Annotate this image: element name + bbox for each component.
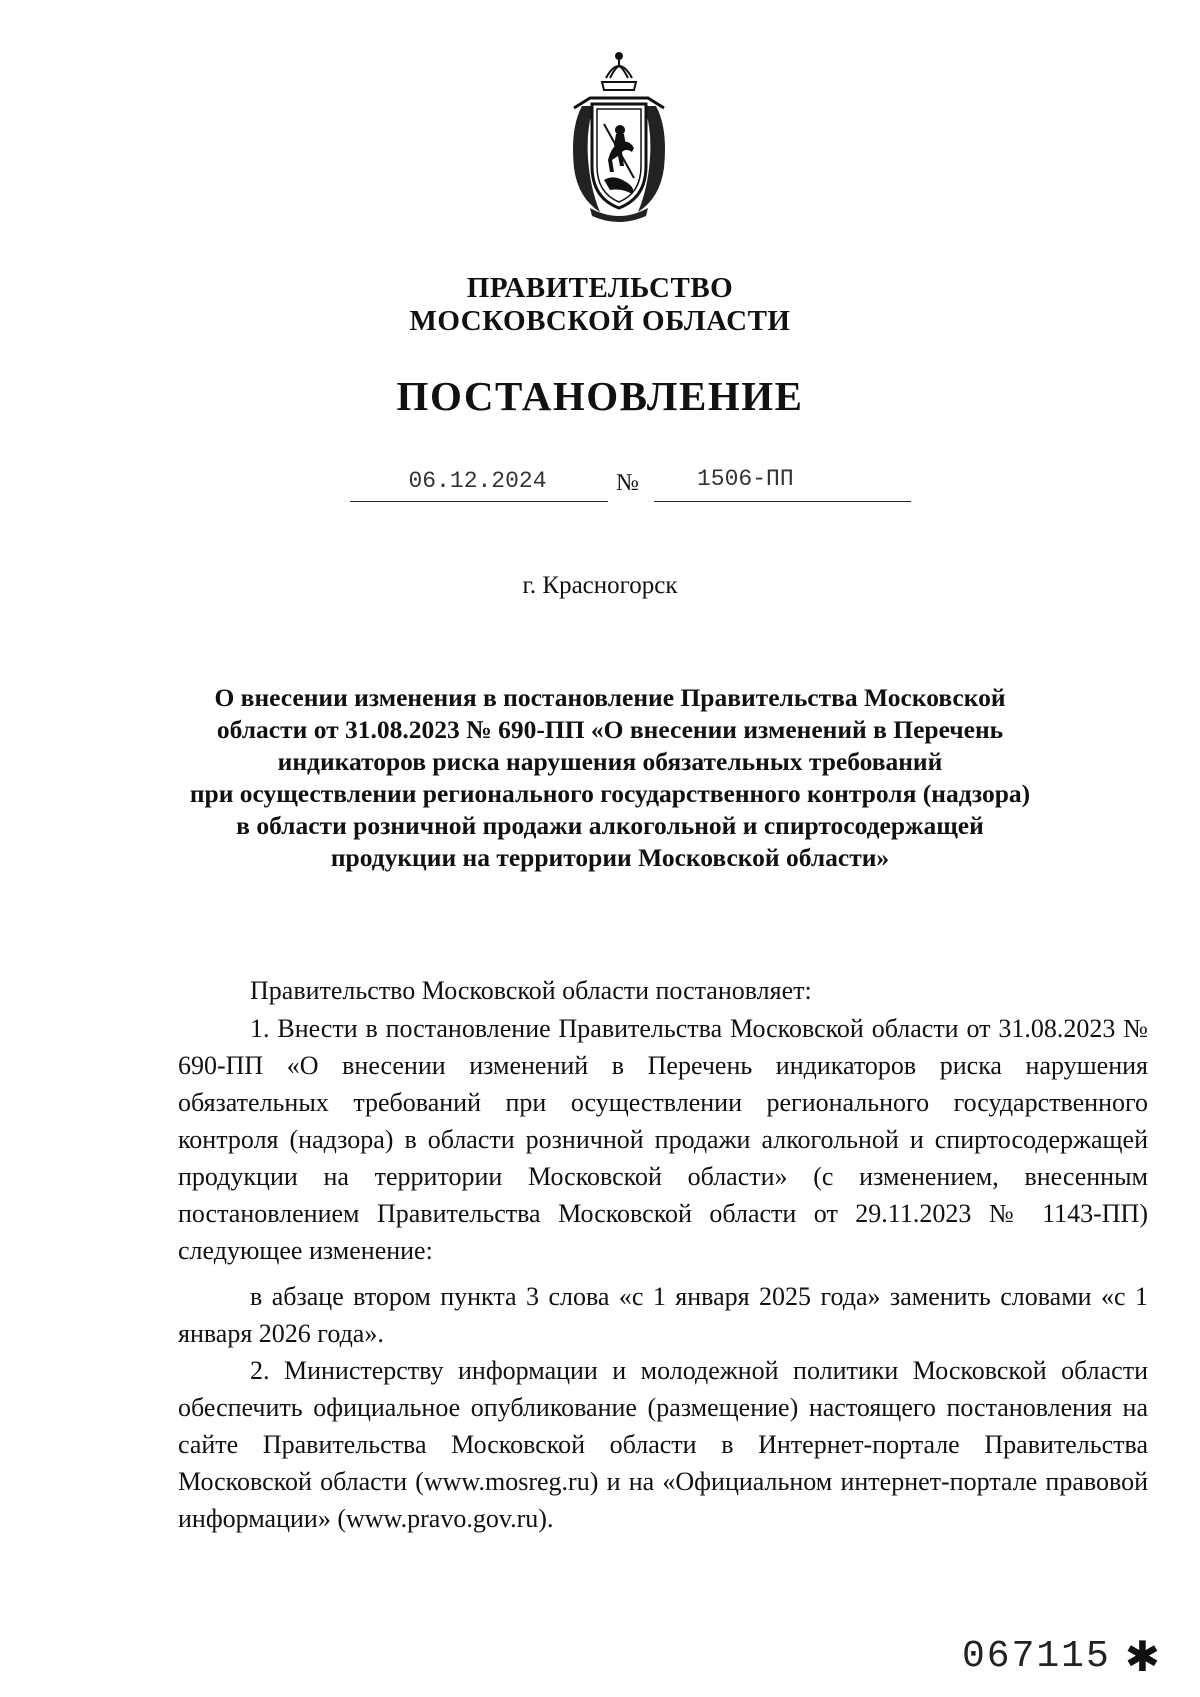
document-type-title: ПОСТАНОВЛЕНИЕ <box>396 373 804 419</box>
serial-stamp <box>962 1632 1160 1681</box>
serial-number: 067115 <box>961 1635 1111 1678</box>
government-name-line2: МОСКОВСКОЙ ОБЛАСТИ <box>409 305 791 337</box>
document-date: 06.12.2024 <box>408 468 547 494</box>
body-item-2: 2. Министерству информации и молодежной политики Московской области обеспечить официальное опубликование (размещение) настоящего постановления на сайте Правительства Московской области в Интернет-портале Правительства Московской области (www.mosreg.ru) и на «Официальном интернет-портале правовой информации» (www.pravo.gov.ru). <box>178 1356 1148 1533</box>
decree-title <box>170 682 1050 874</box>
title-line: в области розничной продажи алкогольной и спиртосодержащей <box>236 811 984 840</box>
body-intro: Правительство Московской области постановляет: <box>250 976 812 1005</box>
government-name-line1: ПРАВИТЕЛЬСТВО <box>466 272 734 304</box>
coat-of-arms-icon <box>560 48 678 223</box>
title-line: продукции на территории Московской области» <box>330 843 890 872</box>
body-item-1: 1. Внести в постановление Правительства Московской области от 31.08.2023 № 690-ПП «О внесении изменений в Перечень индикаторов риска нарушения обязательных требований при осуществлении регионального государственного контроля (надзора) в области розничной продажи алкогольной и спиртосодержащей продукции на территории Московской области» (с изменением, внесенным постановлением Правительства Московской области от 29.11.2023 № 1143-ПП) следующее изменение: <box>178 1014 1148 1265</box>
title-line: области от 31.08.2023 № 690-ПП «О внесении изменений в Перечень <box>216 715 1004 744</box>
city-name: г. Красногорск <box>522 572 678 599</box>
star-icon: ✱ <box>1124 1632 1160 1681</box>
body-item-1-sub: в абзаце втором пункта 3 слова «с 1 января 2025 года» заменить словами «с 1 января 2026 года». <box>178 1282 1148 1348</box>
date-underline <box>350 501 608 502</box>
number-sign: № <box>616 470 639 496</box>
date-number-line <box>350 468 912 508</box>
title-line: индикаторов риска нарушения обязательных требований <box>277 747 943 776</box>
document-number: 1506-ПП <box>697 466 794 492</box>
number-underline <box>654 501 911 502</box>
title-line: при осуществлении регионального государственного контроля (надзора) <box>189 779 1031 808</box>
title-line: О внесении изменения в постановление Правительства Московской <box>214 683 1006 712</box>
